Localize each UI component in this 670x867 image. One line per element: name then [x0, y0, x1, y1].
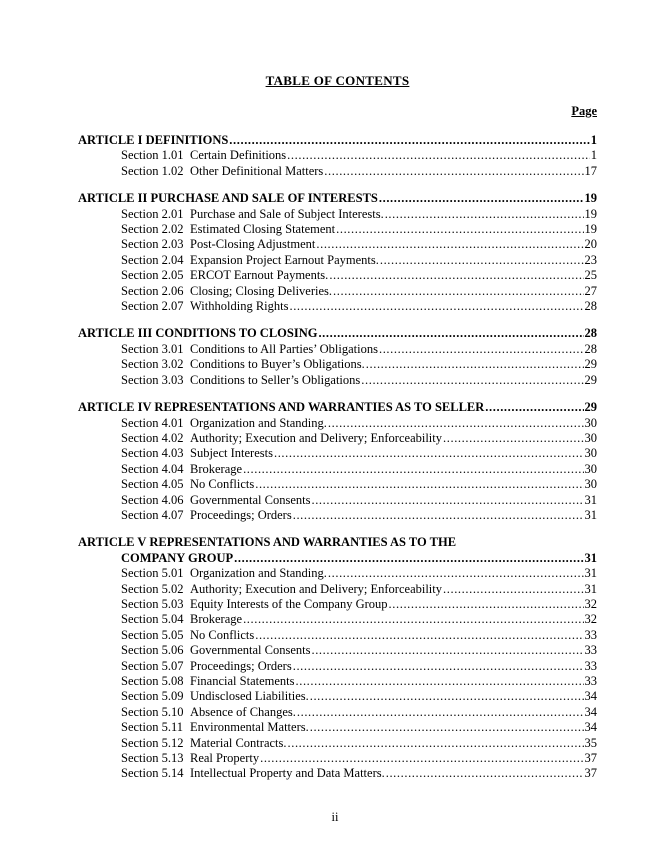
article-heading-row [78, 400, 597, 415]
dot-leader [386, 766, 584, 781]
section-title: Conditions to Seller’s Obligations [190, 372, 361, 387]
dot-leader [243, 462, 583, 477]
section-row [78, 689, 597, 704]
section-row [78, 268, 597, 283]
dot-leader [385, 207, 584, 222]
section-title: Real Property [190, 751, 260, 766]
section-page-number: 33 [584, 643, 597, 658]
section-page-number: 31 [584, 492, 597, 507]
section-title: Governmental Consents [190, 492, 311, 507]
article-page-number: 28 [584, 326, 597, 341]
section-title: Undisclosed Liabilities. [190, 689, 309, 704]
section-row [78, 446, 597, 461]
section-page-number: 30 [584, 415, 597, 430]
article-heading-text: ARTICLE V REPRESENTATIONS AND WARRANTIES AS TO THE [78, 535, 457, 550]
article-heading-text: ARTICLE IV REPRESENTATIONS AND WARRANTIES AS TO SELLER [78, 400, 485, 415]
section-row [78, 751, 597, 766]
section-title: Environmental Matters. [190, 720, 309, 735]
section-page-number: 29 [584, 357, 597, 372]
section-title: Withholding Rights [190, 299, 289, 314]
section-number: Section 2.04 [121, 252, 184, 267]
section-number: Section 4.06 [121, 492, 184, 507]
section-row [78, 643, 597, 658]
section-number: Section 2.06 [121, 283, 184, 298]
section-page-number: 31 [584, 507, 597, 522]
section-page-number: 19 [584, 222, 597, 237]
dot-leader [336, 222, 583, 237]
section-row [78, 720, 597, 735]
article-page-number: 31 [584, 550, 597, 565]
section-title: No Conflicts [190, 477, 255, 492]
section-row [78, 284, 597, 299]
section-number: Section 4.03 [121, 446, 184, 461]
section-row [78, 207, 597, 222]
dot-leader [310, 689, 584, 704]
section-page-number: 34 [584, 720, 597, 735]
section-row [78, 477, 597, 492]
dot-leader [318, 326, 583, 341]
section-title: Brokerage [190, 612, 243, 627]
section-number: Section 4.05 [121, 477, 184, 492]
dot-leader [229, 133, 589, 148]
section-number: Section 3.03 [121, 372, 184, 387]
section-title: Proceedings; Orders [190, 658, 292, 673]
dot-leader [311, 493, 583, 508]
article-heading-row [78, 535, 597, 550]
section-title: Governmental Consents [190, 643, 311, 658]
section-page-number: 32 [584, 596, 597, 611]
section-page-number: 35 [584, 735, 597, 750]
dot-leader [443, 582, 583, 597]
article-heading-text: COMPANY GROUP [121, 550, 234, 565]
section-page-number: 19 [584, 206, 597, 221]
dot-leader [255, 477, 583, 492]
section-row [78, 766, 597, 781]
section-row [78, 222, 597, 237]
dot-leader [443, 431, 583, 446]
section-title: Subject Interests [190, 446, 273, 461]
section-page-number: 33 [584, 627, 597, 642]
article-heading-text: ARTICLE I DEFINITIONS [78, 133, 229, 147]
dot-leader [366, 357, 584, 372]
section-page-number: 23 [584, 252, 597, 267]
section-title: Estimated Closing Statement [190, 222, 336, 237]
toc [78, 133, 597, 782]
section-page-number: 37 [584, 751, 597, 766]
article-page-number: 29 [584, 400, 597, 415]
section-row [78, 628, 597, 643]
dot-leader [310, 720, 584, 735]
section-row [78, 253, 597, 268]
section-row [78, 674, 597, 689]
section-title: Equity Interests of the Company Group [190, 596, 388, 611]
article-heading-row [78, 133, 597, 148]
dot-leader [296, 674, 584, 689]
section-page-number: 33 [584, 674, 597, 688]
section-page-number: 37 [584, 766, 597, 781]
section-title: Authority; Execution and Delivery; Enforceability [190, 581, 443, 596]
section-number: Section 2.02 [121, 222, 184, 237]
dot-leader [379, 191, 584, 206]
dot-leader [328, 566, 584, 581]
section-row [78, 659, 597, 674]
section-number: Section 1.02 [121, 163, 184, 178]
section-number: Section 3.02 [121, 357, 184, 372]
section-number: Section 5.01 [121, 566, 184, 581]
article-heading-row [78, 191, 597, 206]
dot-leader [324, 164, 583, 179]
dot-leader [289, 299, 583, 314]
page-title: TABLE OF CONTENTS [265, 73, 410, 88]
section-number: Section 5.06 [121, 643, 184, 658]
dot-leader [361, 373, 583, 388]
section-row [78, 597, 597, 612]
section-page-number: 17 [584, 163, 597, 178]
section-page-number: 34 [584, 689, 597, 704]
section-page-number: 20 [584, 237, 597, 252]
section-number: Section 5.09 [121, 689, 184, 704]
section-row [78, 373, 597, 388]
section-number: Section 4.07 [121, 507, 184, 522]
section-number: Section 5.05 [121, 627, 184, 642]
section-title: Authority; Execution and Delivery; Enforceability [190, 430, 443, 445]
article-page-number: 19 [584, 191, 597, 206]
section-number: Section 5.13 [121, 751, 184, 766]
dot-leader [288, 736, 584, 751]
section-title: Certain Definitions [190, 148, 287, 163]
page-column-header: Page [571, 104, 597, 118]
section-page-number: 33 [584, 658, 597, 673]
dot-leader [260, 751, 583, 766]
dot-leader [243, 612, 583, 627]
dot-leader [379, 342, 584, 357]
section-page-number: 31 [584, 581, 597, 596]
dot-leader [293, 508, 584, 523]
section-number: Section 5.11 [121, 720, 184, 735]
section-row [78, 148, 597, 163]
section-title: Other Definitional Matters [190, 163, 324, 178]
section-number: Section 5.10 [121, 704, 184, 719]
dot-leader [297, 705, 584, 720]
section-page-number: 28 [584, 299, 597, 314]
section-title: Brokerage [190, 461, 243, 476]
section-title: Conditions to Buyer’s Obligations. [190, 357, 365, 372]
section-row [78, 508, 597, 523]
section-title: Conditions to All Parties’ Obligations [190, 341, 378, 356]
dot-leader [328, 416, 584, 431]
section-page-number: 30 [584, 446, 597, 461]
section-row [78, 164, 597, 179]
section-row [78, 299, 597, 314]
section-number: Section 5.02 [121, 581, 184, 596]
dot-leader [255, 628, 583, 643]
section-title: Financial Statements [190, 674, 295, 688]
article-heading-row [78, 551, 597, 566]
section-title: Intellectual Property and Data Matters. [190, 766, 385, 781]
page-column-header-row [78, 104, 597, 119]
section-row [78, 237, 597, 252]
dot-leader [274, 446, 584, 461]
toc-article [78, 326, 597, 388]
section-title: Absence of Changes. [190, 704, 296, 719]
section-row [78, 705, 597, 720]
section-number: Section 2.03 [121, 237, 184, 252]
section-number: Section 5.14 [121, 766, 184, 781]
toc-article [78, 191, 597, 314]
section-title: Expansion Project Earnout Payments. [190, 252, 379, 267]
section-row [78, 582, 597, 597]
section-page-number: 27 [584, 283, 597, 298]
toc-article [78, 535, 597, 782]
section-page-number: 32 [584, 612, 597, 627]
section-page-number: 31 [584, 566, 597, 581]
section-row [78, 493, 597, 508]
section-row [78, 462, 597, 477]
section-title: Purchase and Sale of Subject Interests. [190, 206, 384, 221]
section-title: No Conflicts [190, 627, 255, 642]
section-page-number: 34 [584, 704, 597, 719]
section-number: Section 2.05 [121, 268, 184, 283]
section-number: Section 5.08 [121, 674, 184, 688]
dot-leader [311, 643, 583, 658]
section-row [78, 566, 597, 581]
section-number: Section 2.01 [121, 206, 184, 221]
footer-page-number: ii [331, 810, 339, 824]
section-title: Post-Closing Adjustment [190, 237, 316, 252]
section-row [78, 357, 597, 372]
dot-leader [485, 400, 583, 415]
section-number: Section 3.01 [121, 341, 184, 356]
section-page-number: 30 [584, 461, 597, 476]
toc-article [78, 400, 597, 523]
section-number: Section 4.01 [121, 415, 184, 430]
section-row [78, 612, 597, 627]
section-page-number: 29 [584, 372, 597, 387]
dot-leader [329, 268, 583, 283]
dot-leader [287, 148, 590, 163]
section-number: Section 2.07 [121, 299, 184, 314]
section-number: Section 5.12 [121, 735, 184, 750]
toc-article [78, 133, 597, 179]
section-title: ERCOT Earnout Payments. [190, 268, 329, 283]
section-title: Organization and Standing. [190, 415, 327, 430]
section-page-number: 28 [584, 341, 597, 356]
dot-leader [389, 597, 584, 612]
section-number: Section 1.01 [121, 148, 184, 163]
section-row [78, 736, 597, 751]
dot-leader [316, 237, 583, 252]
article-heading-text: ARTICLE III CONDITIONS TO CLOSING [78, 326, 318, 341]
section-row [78, 416, 597, 431]
section-page-number: 1 [590, 148, 597, 163]
article-heading-text: ARTICLE II PURCHASE AND SALE OF INTERESTS [78, 191, 378, 206]
dot-leader [380, 253, 584, 268]
article-heading-row [78, 326, 597, 341]
dot-leader [333, 284, 583, 299]
section-title: Proceedings; Orders [190, 507, 292, 522]
section-number: Section 4.04 [121, 461, 184, 476]
dot-leader [293, 659, 584, 674]
section-page-number: 30 [584, 477, 597, 492]
dot-leader [234, 551, 583, 566]
section-row [78, 431, 597, 446]
section-number: Section 4.02 [121, 430, 184, 445]
section-number: Section 5.03 [121, 596, 184, 611]
section-title: Closing; Closing Deliveries. [190, 283, 333, 298]
section-title: Organization and Standing. [190, 566, 327, 581]
section-number: Section 5.07 [121, 658, 184, 673]
section-page-number: 25 [584, 268, 597, 283]
section-number: Section 5.04 [121, 612, 184, 627]
article-page-number: 1 [590, 133, 597, 147]
section-page-number: 30 [584, 430, 597, 445]
section-row [78, 342, 597, 357]
section-title: Material Contracts. [190, 735, 287, 750]
